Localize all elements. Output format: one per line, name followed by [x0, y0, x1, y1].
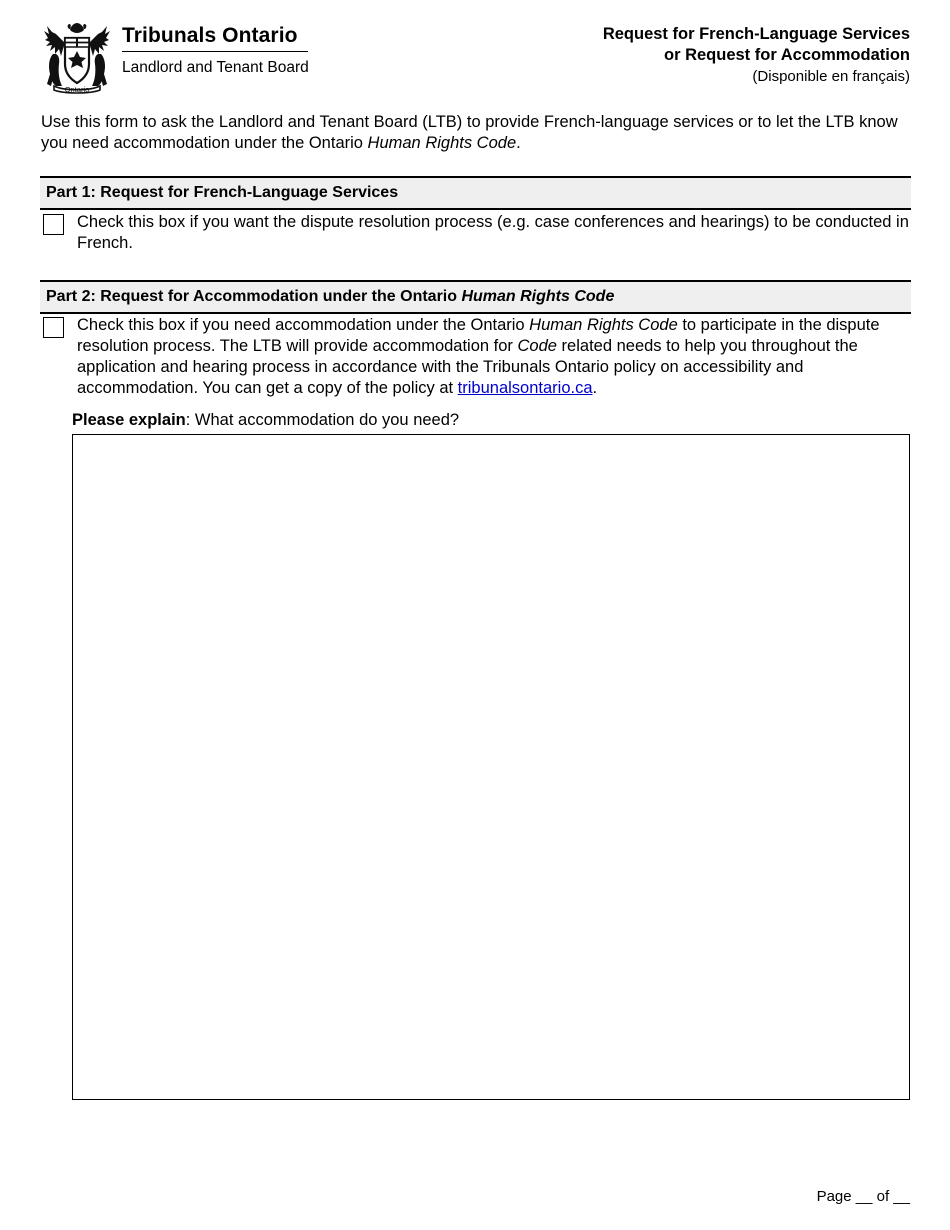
ontario-coat-of-arms-icon	[40, 18, 114, 94]
crest-caption-text: Ontario	[64, 85, 90, 94]
page-header	[40, 18, 910, 96]
part-1-heading: Part 1: Request for French-Language Services	[40, 176, 911, 210]
please-explain-rest: : What accommodation do you need?	[185, 411, 460, 429]
form-title-line-2: or Request for Accommodation	[664, 46, 910, 64]
part-2-checkbox-label	[77, 315, 911, 399]
organization-title: Tribunals Ontario	[122, 24, 308, 52]
part-2-text-4: .	[592, 379, 598, 397]
part-2-italic-2: Code	[517, 337, 557, 355]
part-2-heading	[40, 280, 911, 314]
intro-paragraph	[41, 112, 911, 154]
brand-block	[40, 18, 309, 94]
page-number-footer: Page __ of __	[816, 1188, 910, 1205]
form-title-line-1: Request for French-Language Services	[602, 25, 910, 43]
part-2-text-3: related needs to help you throughout the application and hearing process in accordance with the Tribunals Ontario policy on accessibility and accommodation. You can get a copy of the policy at	[77, 337, 858, 397]
organization-subtitle: Landlord and Tenant Board	[122, 59, 309, 76]
part-1-checkbox-row[interactable]	[40, 212, 911, 254]
tribunals-ontario-link[interactable]: tribunalsontario.ca	[457, 379, 593, 397]
form-title-block	[603, 24, 910, 87]
part-2-heading-prefix: Part 2: Request for Accommodation under the Ontario	[46, 288, 462, 305]
intro-text-part-2: .	[516, 134, 521, 152]
part-2-checkbox-row[interactable]	[40, 315, 911, 399]
please-explain-label	[72, 410, 459, 431]
part-2-heading-italic: Human Rights Code	[461, 288, 615, 305]
accommodation-explanation-box[interactable]	[72, 434, 910, 1100]
part-2-text-1: Check this box if you need accommodation under the Ontario	[77, 316, 530, 334]
please-explain-bold: Please explain	[72, 411, 186, 429]
form-title-french-note: (Disponible en français)	[752, 68, 910, 85]
accommodation-explanation-input[interactable]	[73, 435, 909, 1099]
part-2-italic-1: Human Rights Code	[529, 316, 678, 334]
intro-text-italic: Human Rights Code	[367, 134, 517, 152]
part-1-checkbox-label: Check this box if you want the dispute resolution process (e.g. case conferences and hearings) to be conducted in French.	[77, 213, 909, 252]
brand-text-block	[122, 18, 309, 77]
accommodation-request-checkbox[interactable]	[43, 317, 64, 338]
intro-text-part-1: Use this form to ask the Landlord and Tenant Board (LTB) to provide French-language services or to let the LTB know you need accommodation under the Ontario	[41, 113, 898, 152]
french-language-services-checkbox[interactable]	[43, 214, 64, 235]
part-2-text-2: to participate in the dispute resolution process. The LTB will provide accommodation for	[77, 316, 880, 355]
